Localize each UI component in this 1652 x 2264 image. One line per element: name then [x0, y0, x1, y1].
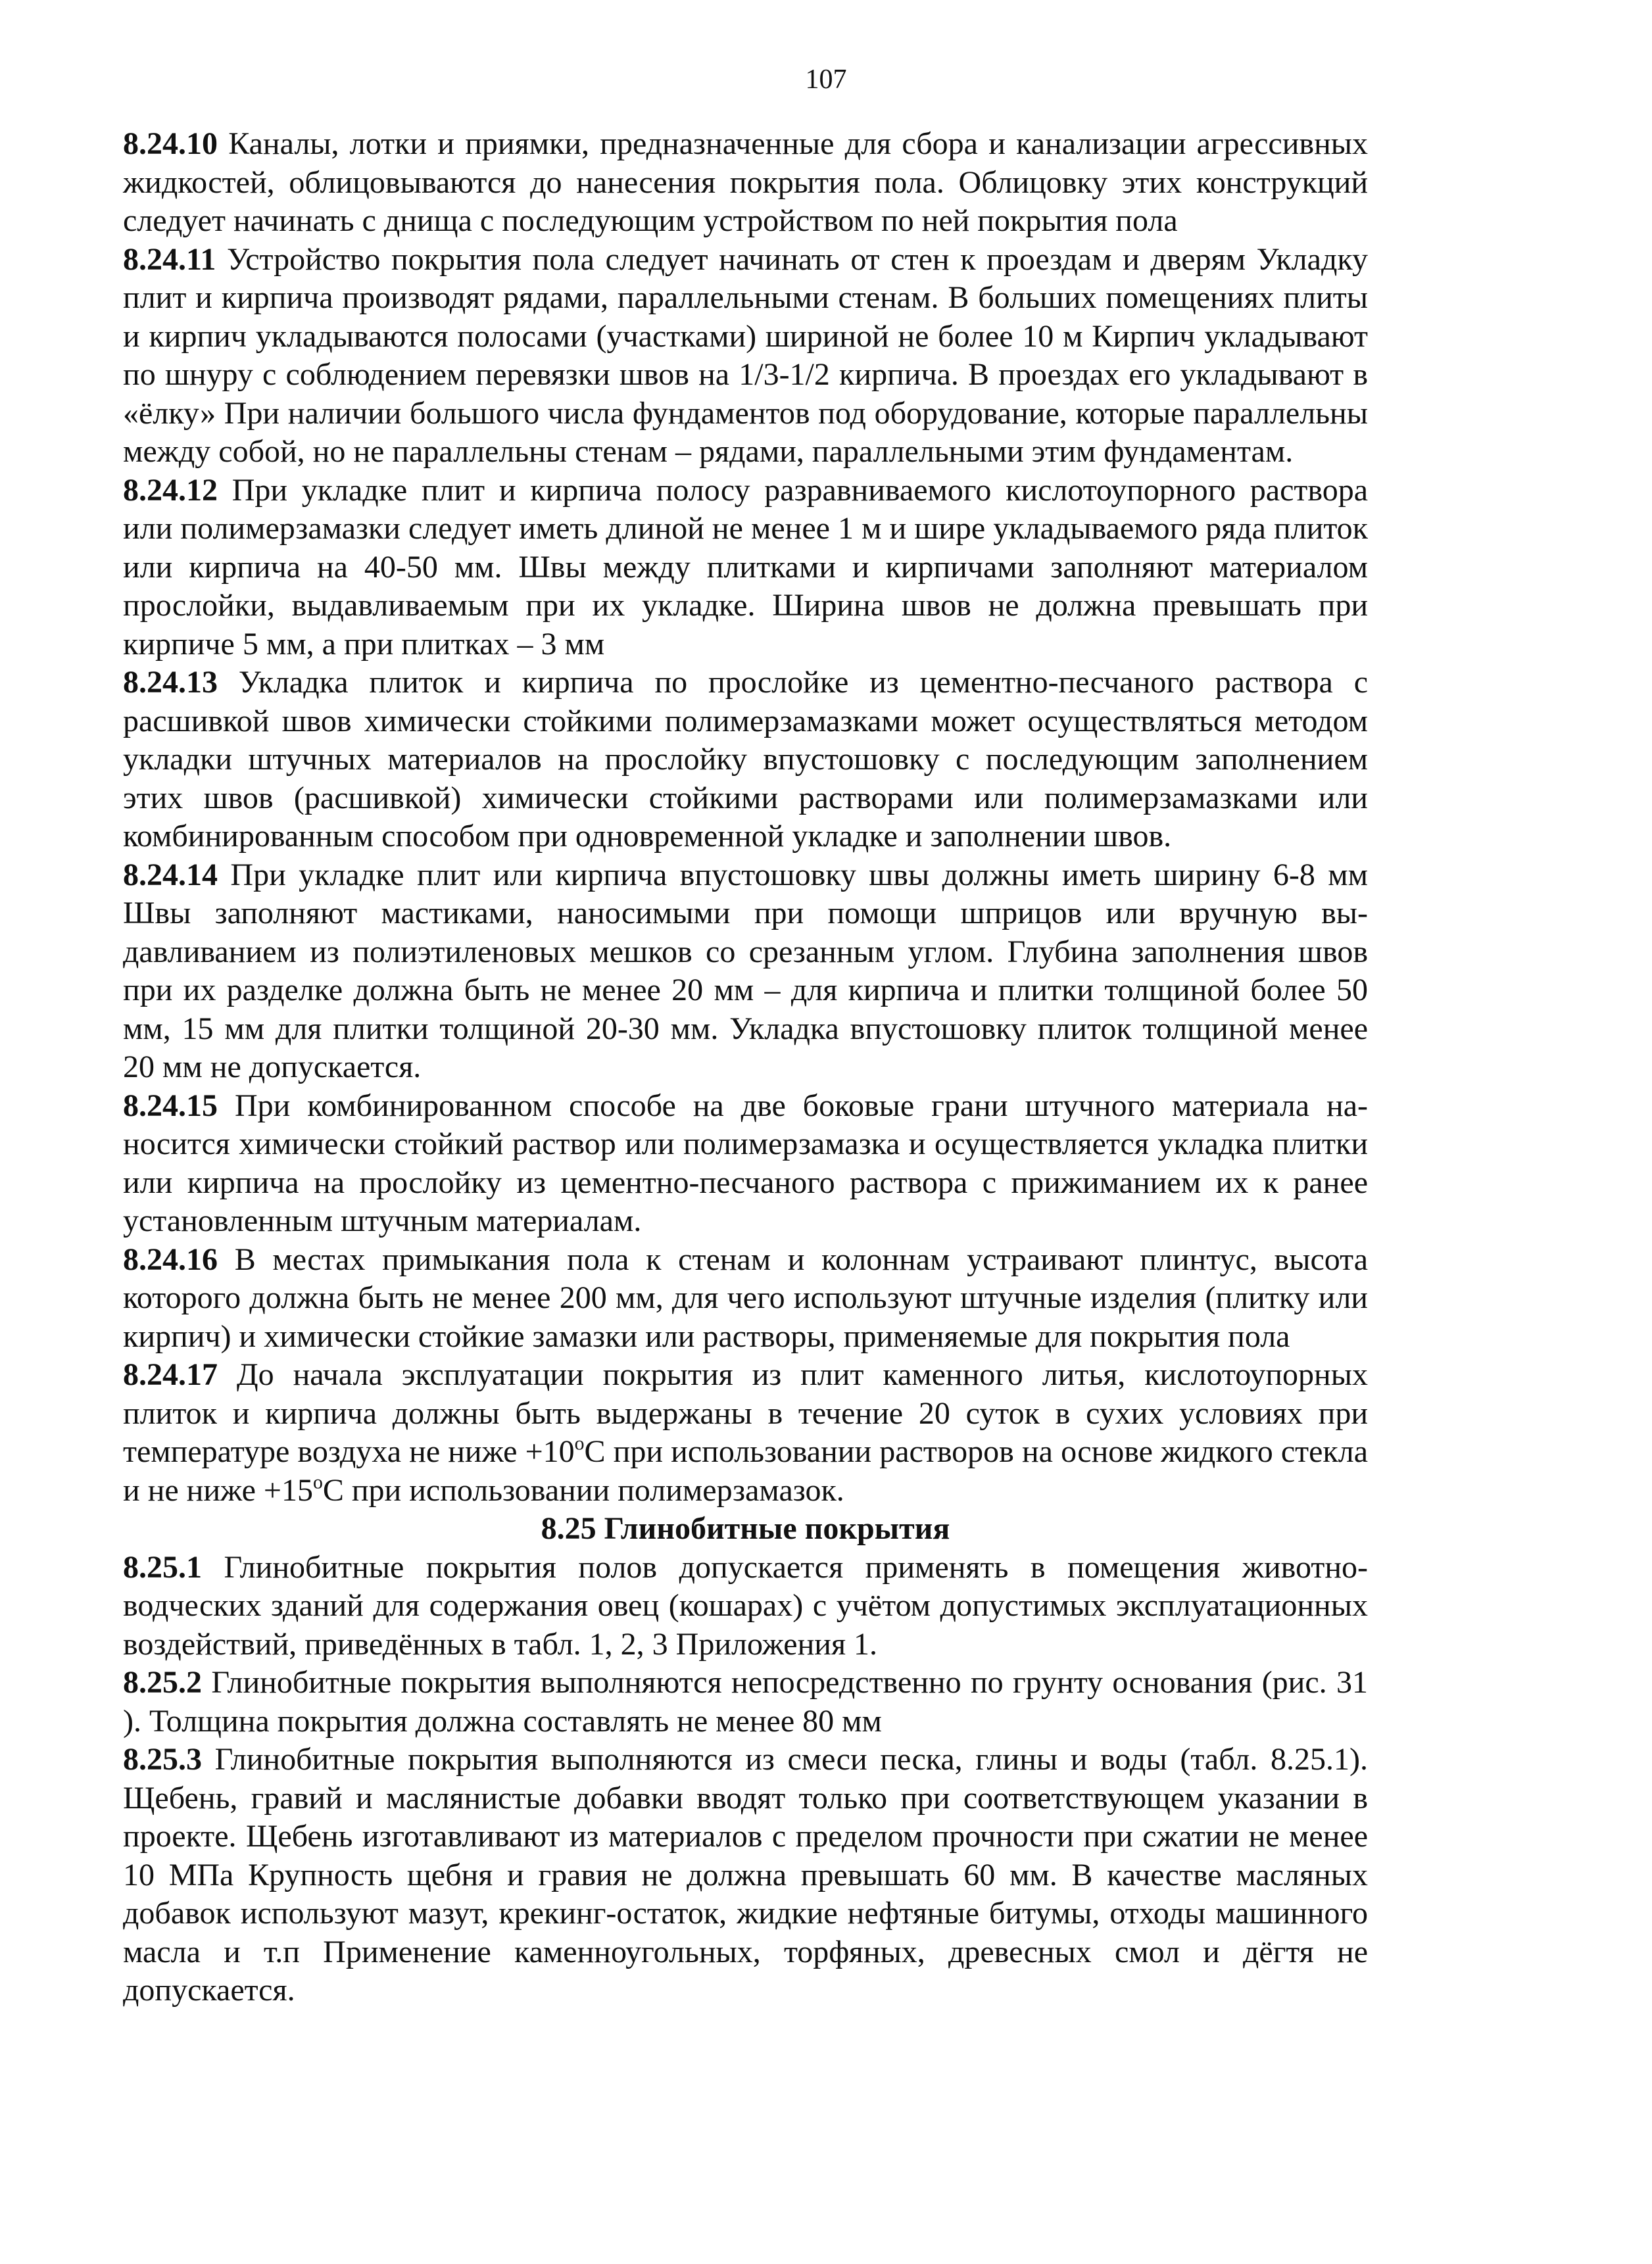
clause-text: Укладка плиток и кирпича по прослойке из цементно-песчаного раствора с расшивкой швов химически стойкими полимерзамазками может осуществляться методом укладки штучных материалов на прослойку впустошовку с последующим заполнением этих швов (расшивкой) химически стойкими растворами или полимерзамазками или комбинированным способом при одновременной укладке и заполнении швов.: [123, 665, 1368, 854]
clause-text-part: С при использовании растворов на основе жидкого стекла и не ниже +15: [123, 1434, 1369, 1508]
clause-8-24-13: [123, 663, 1368, 856]
page-body: [123, 125, 1368, 2010]
clause-number: 8.24.13: [123, 665, 218, 700]
clause-text: Глинобитные покрытия выполняются из смеси песка, глины и воды (табл. 8.25.1). Щебень, гравий и маслянистые добавки вводят только при соответствующем указании в проекте. Щебень изготавливают из материалов с пределом прочности при сжатии не менее 10 МПа Крупность щебня и гравия не должна превышать 60 мм. В качестве масляных добавок используют мазут, крекинг-остаток, жидкие нефтяные битумы, отходы машинного масла и т.п Применение каменноугольных, торфяных, древесных смол и дёгтя не допускается.: [123, 1742, 1368, 2008]
clause-8-24-15: [123, 1087, 1368, 1241]
clause-8-24-16: [123, 1241, 1368, 1357]
clause-number: 8.25.3: [123, 1742, 202, 1777]
clause-number: 8.24.11: [123, 241, 216, 277]
clause-text: При укладке плит и кирпича полосу разравниваемого кислотоупорного раствора или полимерзамазки следует иметь длиной не менее 1 м и шире укладываемого ряда плиток или кирпича на 40-50 мм. Швы между плитками и кирпичами заполняют материалом прослойки, выдавливаемым при их укладке. Ширина швов не должна превышать при кирпиче 5 мм, а при плитках – 3 мм: [123, 472, 1368, 662]
clause-text: Устройство покрытия пола следует начинать от стен к проездам и дверям Укладку плит и кирпича производят рядами, параллельными стенам. В больших помещениях плиты и кирпич укладываются полосами (участками) шириной не более 10 м Кирпич укладывают по шнуру с соблюдением перевязки швов на 1/3-1/2 кирпича. В проездах его укладывают в «ёлку» При наличии большого числа фундаментов под оборудование, которые параллельны между собой, но не параллельны стенам – рядами, параллельными этим фундаментам.: [123, 241, 1369, 469]
clause-number: 8.24.10: [123, 126, 218, 161]
clause-text-part: До начала эксплуатации покрытия из плит каменного литья, кислотоупорных плиток и кирпича должны быть выдержаны в течение 20 суток в сухих условиях при температуре воздуха не ниже +10: [123, 1357, 1368, 1469]
clause-number: 8.25.1: [123, 1549, 202, 1585]
clause-8-25-1: [123, 1549, 1368, 1664]
clause-8-25-3: [123, 1741, 1368, 2010]
clause-8-24-12: [123, 471, 1368, 664]
clause-number: 8.24.15: [123, 1088, 218, 1123]
clause-text: Глинобитные покрытия полов допускается применять в помещения животноводческих зданий для содержания овец (кошарах) с учётом допустимых эксплуатационных воздействий, приведённых в табл. 1, 2, 3 Приложения 1.: [123, 1549, 1368, 1662]
page-number: 107: [805, 64, 847, 95]
clause-number: 8.24.12: [123, 472, 218, 508]
section-heading: 8.25 Глинобитные покрытия: [541, 1511, 950, 1546]
clause-text: Глинобитные покрытия выполняются непосредственно по грунту основания (рис. 31 ). Толщина покрытия должна составлять не менее 80 мм: [123, 1665, 1369, 1739]
degree-superscript: o: [574, 1432, 585, 1455]
clause-8-24-14: [123, 856, 1368, 1087]
clause-text-part: С при использовании полимерзамазок.: [322, 1472, 844, 1508]
clause-8-24-17: [123, 1356, 1368, 1510]
clause-number: 8.24.17: [123, 1357, 218, 1392]
clause-8-24-11: [123, 241, 1368, 471]
clause-text: В местах примыкания пола к стенам и колоннам устраивают плинтус, высота которого должна быть не менее 200 мм, для чего используют штучные изделия (плитку или кирпич) и химически стойкие замазки или растворы, применяемые для покрытия пола: [123, 1241, 1368, 1354]
clause-text: При комбинированном способе на две боковые грани штучного материала наносится химически стойкий раствор или полимерзамазка и осуществляется укладка плитки или кирпича на прослойку из цементно-песчаного раствора с прижиманием их к ранее установленным штучным материалам.: [123, 1088, 1369, 1238]
clause-number: 8.25.2: [123, 1665, 202, 1700]
clause-8-24-10: [123, 125, 1368, 241]
clause-text: При укладке плит или кирпича впустошовку швы должны иметь ширину 6-8 мм Швы заполняют мастиками, наносимыми при помощи шприцов или вручную выдавливанием из полиэтиленовых мешков со срезанным углом. Глубина заполнения швов при их разделке должна быть не менее 20 мм – для кирпича и плитки толщиной более 50 мм, 15 мм для плитки толщиной 20-30 мм. Укладка впустошовку плиток толщиной менее 20 мм не допускается.: [123, 857, 1369, 1084]
clause-8-25-2: [123, 1664, 1368, 1741]
clause-text: Каналы, лотки и приямки, предназначенные для сбора и канализации агрессивных жидкостей, облицовываются до нанесения покрытия пола. Облицовку этих конструкций следует начинать с днища с последующим устройством по ней покрытия пола: [123, 126, 1369, 238]
clause-number: 8.24.16: [123, 1241, 218, 1277]
clause-number: 8.24.14: [123, 857, 218, 892]
degree-superscript: o: [312, 1471, 323, 1493]
